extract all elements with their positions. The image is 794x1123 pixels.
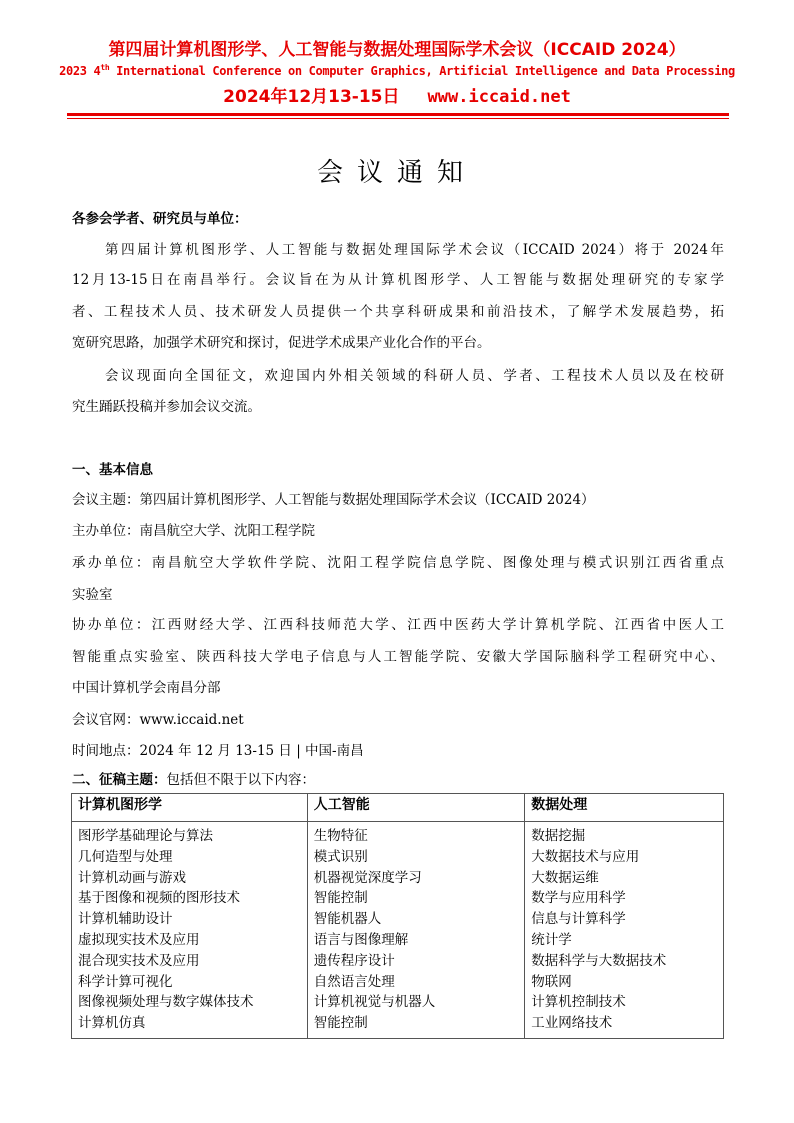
conference-title-en xyxy=(0,63,794,78)
intro-line: 第四届计算机图形学、人工智能与数据处理国际学术会议（ICCAID 2024）将于 2024年 xyxy=(105,242,724,258)
section-heading-basic-info: 一、基本信息 xyxy=(72,462,153,478)
topic-item: 语言与图像理解 xyxy=(313,931,409,948)
intro-line: 会议现面向全国征文，欢迎国内外相关领域的科研人员、学者、工程技术人员以及在校研 xyxy=(105,368,724,384)
info-host-cont: 实验室 xyxy=(72,587,113,603)
topics-subtitle: 包括但不限于以下内容： xyxy=(166,772,315,788)
topic-item: 自然语言处理 xyxy=(313,973,395,990)
topic-item: 基于图像和视频的图形技术 xyxy=(78,890,240,907)
conference-date-website xyxy=(0,82,794,107)
info-time-place: 时间地点：2024 年 12 月 13-15 日 | 中国-南昌 xyxy=(72,743,364,759)
ordinal-suffix: th xyxy=(100,63,110,72)
topics-column-graphics xyxy=(72,822,308,1039)
topic-item: 生物特征 xyxy=(313,828,368,844)
topic-item: 计算机动画与游戏 xyxy=(78,869,186,886)
conference-title-en-text: International Conference on Computer Graphics, Artificial Intelligence and Data Processing xyxy=(109,64,735,78)
column-header-data: 数据处理 xyxy=(525,794,724,822)
topics-body-row xyxy=(72,822,724,1039)
intro-line: 究生踊跃投稿并参加会议交流。 xyxy=(72,399,261,415)
topics-column-ai xyxy=(307,822,525,1039)
topic-item: 遗传程序设计 xyxy=(313,952,395,969)
topic-item: 信息与计算科学 xyxy=(531,911,626,928)
topic-item: 计算机控制技术 xyxy=(531,994,626,1011)
info-co-organizer-cont: 中国计算机学会南昌分部 xyxy=(72,680,221,696)
topic-item: 计算机视觉与机器人 xyxy=(313,994,436,1011)
topic-item: 几何造型与处理 xyxy=(78,848,173,865)
topic-item: 智能控制 xyxy=(313,1015,368,1032)
topic-item: 数据科学与大数据技术 xyxy=(531,952,667,969)
topics-table xyxy=(71,793,724,1039)
info-organizer: 主办单位：南昌航空大学、沈阳工程学院 xyxy=(72,523,315,539)
conference-date: 2024年12月13-15日 xyxy=(223,87,400,107)
topic-item: 图形学基础理论与算法 xyxy=(78,828,213,844)
header-divider-thin xyxy=(67,118,729,119)
intro-line: 宽研究思路，加强学术研究和探讨，促进学术成果产业化合作的平台。 xyxy=(72,335,491,351)
topics-column-data xyxy=(525,822,724,1039)
conference-website[interactable]: www.iccaid.net xyxy=(427,87,571,107)
conference-title-en-ordinal: 2023 4 xyxy=(59,64,101,78)
topic-item: 虚拟现实技术及应用 xyxy=(78,931,200,948)
topic-item: 数学与应用科学 xyxy=(531,890,626,907)
info-website: 会议官网：www.iccaid.net xyxy=(72,712,244,728)
topic-item: 智能控制 xyxy=(313,890,368,907)
topic-item: 计算机仿真 xyxy=(78,1015,146,1032)
topic-item: 数据挖掘 xyxy=(531,828,586,844)
intro-line: 12月13-15日在南昌举行。会议旨在为从计算机图形学、人工智能与数据处理研究的专家学 xyxy=(72,272,724,288)
conference-title-cn: 第四届计算机图形学、人工智能与数据处理国际学术会议（ICCAID 2024） xyxy=(108,40,686,60)
column-header-graphics: 计算机图形学 xyxy=(72,794,308,822)
topic-item: 统计学 xyxy=(531,931,572,948)
info-co-organizer-cont: 智能重点实验室、陕西科技大学电子信息与人工智能学院、安徽大学国际脑科学工程研究中心、 xyxy=(72,649,724,665)
topic-item: 科学计算可视化 xyxy=(78,973,173,990)
section-heading-topics xyxy=(72,768,315,788)
info-theme: 会议主题：第四届计算机图形学、人工智能与数据处理国际学术会议（ICCAID 2024） xyxy=(72,492,595,508)
topic-item: 物联网 xyxy=(531,973,572,990)
page-title: 会议通知 xyxy=(316,158,477,188)
topic-item: 大数据运维 xyxy=(531,869,599,886)
topic-item: 机器视觉深度学习 xyxy=(313,869,422,886)
topic-item: 智能机器人 xyxy=(313,911,382,928)
column-header-ai: 人工智能 xyxy=(307,794,525,822)
topic-item: 工业网络技术 xyxy=(531,1015,613,1032)
info-co-organizer: 协办单位：江西财经大学、江西科技师范大学、江西中医药大学计算机学院、江西省中医人工 xyxy=(72,617,724,633)
topics-heading: 二、征稿主题： xyxy=(72,772,167,788)
header-divider-thick xyxy=(67,113,729,116)
topic-item: 大数据技术与应用 xyxy=(531,848,640,865)
info-host: 承办单位：南昌航空大学软件学院、沈阳工程学院信息学院、图像处理与模式识别江西省重点 xyxy=(72,555,724,571)
topic-item: 混合现实技术及应用 xyxy=(78,952,200,969)
topic-item: 模式识别 xyxy=(313,848,368,865)
topics-header-row xyxy=(72,794,724,822)
salutation: 各参会学者、研究员与单位： xyxy=(72,211,248,227)
intro-line: 者、工程技术人员、技术研发人员提供一个共享科研成果和前沿技术，了解学术发展趋势，拓 xyxy=(72,304,724,320)
topic-item: 计算机辅助设计 xyxy=(78,911,173,928)
topic-item: 图像视频处理与数字媒体技术 xyxy=(78,994,254,1011)
